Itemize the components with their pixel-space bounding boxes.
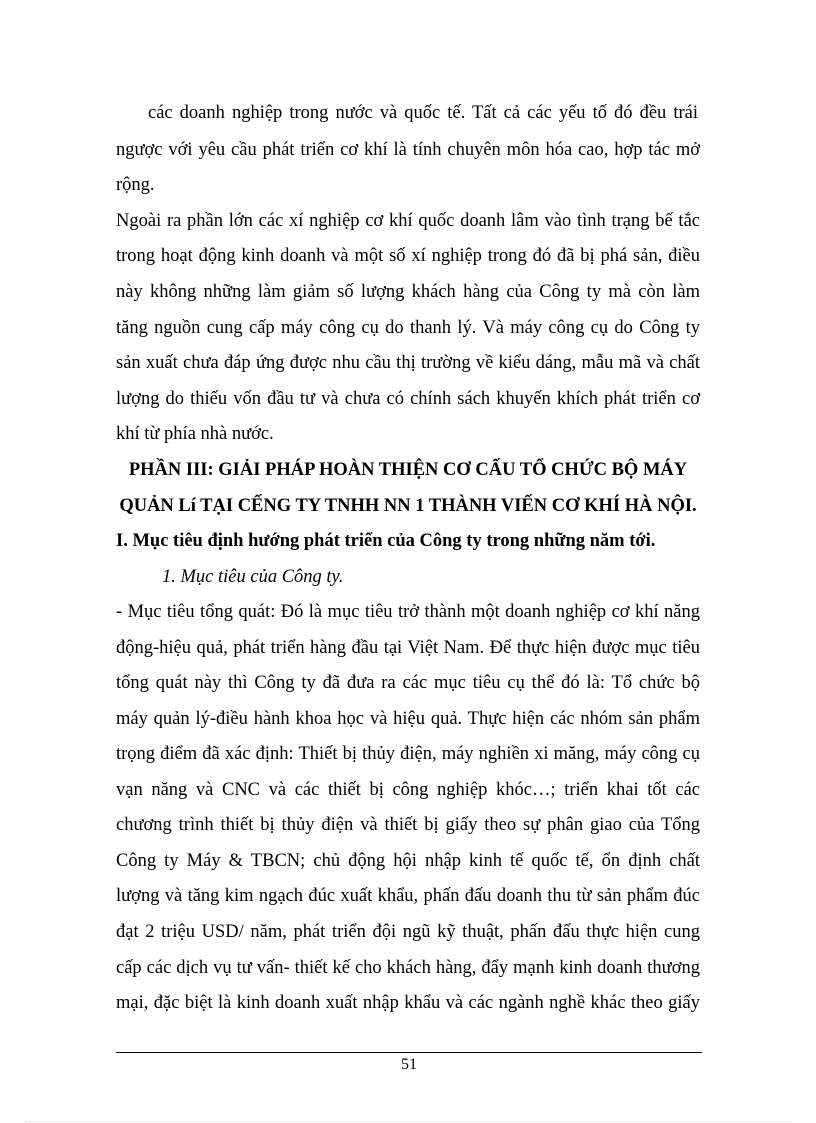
footer-divider [116, 1052, 702, 1053]
section-heading: PHẦN III: GIẢI PHÁP HOÀN THIỆN CƠ CẤU TỔ CHỨC BỘ MÁY [128, 460, 688, 480]
paragraph-line: chương trình thiết bị thủy điện và thiết bị giấy theo sự phân giao của Tổng [116, 815, 700, 835]
paragraph-line: cấp các dịch vụ tư vấn- thiết kế cho khách hàng, đẩy mạnh kinh doanh thương [116, 958, 700, 978]
paragraph-line: Ngoài ra phần lớn các xí nghiệp cơ khí quốc doanh lâm vào tình trạng bế tắc [116, 211, 700, 231]
paragraph-line: động-hiệu quả, phát triển hàng đầu tại Việt Nam. Để thực hiện được mục tiêu [116, 638, 700, 658]
paragraph-line: - Mục tiêu tổng quát: Đó là mục tiêu trở thành một doanh nghiệp cơ khí năng [116, 602, 700, 622]
paragraph-line: đạt 2 triệu USD/ năm, phát triển đội ngũ kỹ thuật, phấn đấu thực hiện cung [116, 922, 700, 942]
item-heading: 1. Mục tiêu của Công ty. [162, 567, 344, 587]
paragraph-line: ngược với yêu cầu phát triển cơ khí là tính chuyên môn hóa cao, hợp tác mở [116, 140, 700, 160]
section-heading: QUẢN Lí TẠI CẾNG TY TNHH NN 1 THÀNH VIẾN CƠ KHÍ HÀ NỘI. [119, 496, 697, 516]
paragraph-line: rộng. [116, 175, 155, 195]
paragraph-line: các doanh nghiệp trong nước và quốc tế. Tất cả các yếu tố đó đều trái [148, 103, 698, 123]
paragraph-line: lượng do thiếu vốn đầu tư và chưa có chính sách khuyến khích phát triển cơ [116, 389, 700, 409]
paragraph-line: vạn năng và CNC và các thiết bị công nghiệp khóc…; triển khai tốt các [116, 780, 700, 800]
paragraph-line: tổng quát này thì Công ty đã đưa ra các mục tiêu cụ thể đó là: Tổ chức bộ [116, 673, 700, 693]
paragraph-line: mại, đặc biệt là kinh doanh xuất nhập khẩu và các ngành nghề khác theo giấy [116, 993, 700, 1013]
paragraph-line: sản xuất chưa đáp ứng được nhu cầu thị trường về kiểu dáng, mẫu mã và chất [116, 353, 700, 373]
paragraph-line: khí từ phía nhà nước. [116, 424, 274, 444]
paragraph-line: trọng điểm đã xác định: Thiết bị thủy điện, máy nghiền xi măng, máy công cụ [116, 744, 700, 764]
subsection-heading: I. Mục tiêu định hướng phát triển của Công ty trong những năm tới. [116, 531, 656, 551]
paragraph-line: tăng nguồn cung cấp máy công cụ do thanh lý. Và máy công cụ do Công ty [116, 318, 700, 338]
paragraph-line: này không những làm giảm số lượng khách hàng của Công ty mà còn làm [116, 282, 700, 302]
page-edge-divider [25, 1121, 791, 1122]
paragraph-line: Công ty Máy & TBCN; chủ động hội nhập kinh tế quốc tế, ổn định chất [116, 851, 700, 871]
page-number: 51 [401, 1056, 417, 1073]
paragraph-line: máy quản lý-điều hành khoa học và hiệu quả. Thực hiện các nhóm sản phẩm [116, 709, 700, 729]
paragraph-line: lượng và tăng kim ngạch đúc xuất khẩu, phấn đấu doanh thu từ sản phẩm đúc [116, 886, 700, 906]
paragraph-line: trong hoạt động kinh doanh và một số xí nghiệp trong đó đã bị phá sản, điều [116, 246, 700, 266]
